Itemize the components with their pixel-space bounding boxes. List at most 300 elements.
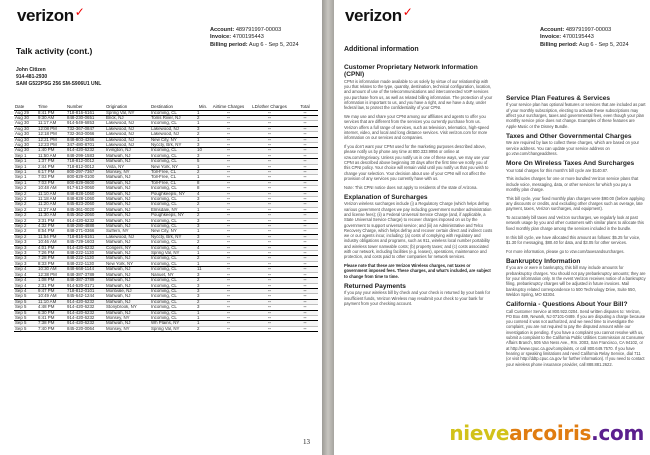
table-cell: 3 (196, 218, 210, 223)
table-cell: 3 (196, 126, 210, 131)
table-cell: Lakewood, NJ (105, 132, 150, 137)
account-number: 489791997-00003 (235, 27, 282, 33)
table-cell: Incoming, CL (150, 261, 196, 266)
table-cell: 914-420-6232 (66, 148, 105, 153)
table-cell: -- (292, 148, 318, 153)
table-cell: 11 (196, 267, 210, 272)
table-cell: -- (247, 310, 292, 315)
table-cell: 914-420-6232 (66, 321, 105, 326)
table-cell: Mahwah, NJ (105, 283, 150, 288)
table-cell: 7:03 PM (37, 180, 66, 185)
table-cell: Sep 4 (14, 283, 37, 288)
table-cell: 914-420-6232 (66, 299, 105, 304)
table-cell: -- (292, 180, 318, 185)
table-cell: 848-387-3789 (66, 272, 105, 277)
table-cell: 3 (196, 234, 210, 239)
section-heading: Returned Payments (344, 283, 406, 291)
table-cell: 1:40 PM (37, 148, 66, 153)
table-cell: 848-222-1130 (66, 261, 105, 266)
table-cell: Sep 2 (14, 207, 37, 212)
table-cell: 12:18 PM (37, 132, 66, 137)
table-cell: 12:38 PM (37, 272, 66, 277)
table-cell: Lakewood, NJ (150, 126, 196, 131)
table-cell: Lakewood, NJ (150, 132, 196, 137)
info-section (506, 133, 646, 156)
table-cell: Incoming, CL (150, 310, 196, 315)
verizon-logo (17, 6, 83, 26)
table-cell: 1 (196, 137, 210, 142)
table-cell: 914-420-6232 (66, 218, 105, 223)
table-cell: Aug 30 (14, 148, 37, 153)
table-cell: -- (210, 202, 247, 207)
table-cell: Mahwah, NJ (105, 310, 150, 315)
table-cell: Toms River, NJ (150, 115, 196, 120)
table-cell: Poughkeeps, NY (150, 213, 196, 218)
table-cell: 8:41 PM (37, 110, 66, 115)
table-cell: 914-420-6232 (66, 315, 105, 320)
table-cell: 4:32 PM (37, 224, 66, 229)
table-cell: 2:31 PM (37, 283, 66, 288)
page-number: 13 (303, 438, 310, 446)
table-cell: Sep 3 (14, 256, 37, 261)
table-cell: 8 (196, 186, 210, 191)
table-cell: Brick, NJ (105, 115, 150, 120)
table-cell: Sep 5 (14, 321, 37, 326)
table-cell: Nanuet, NY (150, 272, 196, 277)
table-cell: -- (292, 326, 318, 331)
section-paragraph: This bill cycle, your fixed monthly plan charges were $90.00 (before applying any discounts or credits, and excluding other charges such as overage, late payment, taxes, Verizon surcharges, and equipment). (506, 195, 645, 212)
table-cell: Lakewood, NJ (105, 142, 150, 147)
table-cell: -- (210, 315, 247, 320)
table-cell: 848-222-1130 (66, 251, 105, 256)
table-cell: -- (210, 267, 247, 272)
section-paragraph: To accurately bill taxes and Verizon surcharges, we regularly look at past network usage by you and other customers with similar plans to allocate this fixed monthly plan charge among the services included in the bundle. (506, 215, 644, 231)
section-paragraph: For more information, please go to vzw.com/taxesandsurcharges. (506, 248, 625, 254)
table-cell: 4 (196, 191, 210, 196)
table-cell: -- (292, 245, 318, 250)
billing-period: Aug 6 - Sep 5, 2024 (578, 41, 629, 48)
table-cell: -- (292, 315, 318, 320)
page-gutter (322, 0, 334, 455)
table-cell: 3 (196, 272, 210, 277)
table-cell: 5 (196, 159, 210, 164)
table-cell: 10:48 AM (37, 186, 66, 191)
section-paragraph: Note: This CPNI notice does not apply to residents of the state of Arizona. (344, 184, 478, 190)
table-cell: 2 (196, 213, 210, 218)
table-cell: Wh Plains, NY (150, 321, 196, 326)
table-cell: Elmsdale, NY (150, 207, 196, 212)
table-cell: Sep 1 (14, 175, 37, 180)
table-cell: 2 (196, 240, 210, 245)
table-cell: Lakewood, NJ (105, 234, 150, 239)
table-cell: Sep 2 (14, 234, 37, 239)
table-cell: 1 (196, 121, 210, 126)
table-cell: Mahwah, NJ (105, 256, 150, 261)
table-cell: -- (210, 218, 247, 223)
check-mark-icon: ✓ (74, 5, 85, 19)
table-cell: Sep 2 (14, 213, 37, 218)
table-cell: 2 (196, 132, 210, 137)
table-cell: 718-812-0012 (66, 164, 105, 169)
table-cell: 2 (196, 326, 210, 331)
section-paragraph: Verizon wireless surcharges include (i) a Regulatory Charge (which helps defray various government charges we pay including government number administration and license fees); (ii) a Federal Universal Service Charge (and, if applicable, a State Universal Service Charge) to recover charges imposed on us by the government to support universal service; and (iii) an Administrative and Telco Recovery Charge, which helps defray and recover certain direct and indirect costs we or our agents incur, including: (a) costs of complying with regulatory and industry obligations and programs, such as 911, wireless local number portability and wireless tower nameable costs; (b) property taxes; and (c) costs associated with our network, including facilities (e.g. leases), operations, maintenance and protection, and costs paid to other companies for network services. (344, 201, 493, 260)
table-cell: -- (247, 153, 292, 158)
table-cell: Sep 5 (14, 326, 37, 331)
table-cell: 845-362-2060 (66, 213, 105, 218)
table-cell: -- (247, 234, 292, 239)
table-cell: 914-420-6232 (66, 245, 105, 250)
customer-name: John Citizen (16, 67, 46, 73)
table-cell: -- (247, 186, 292, 191)
table-cell: 6:41 PM (37, 315, 66, 320)
table-cell: 2 (196, 278, 210, 283)
table-cell: Incoming, CL (150, 224, 196, 229)
table-cell: 718-816-6161 (66, 234, 105, 239)
section-paragraph: In this bill cycle, we have allocated this amount as follows: $5.25 for voice, $1.30 for messaging, $80.40 for data, and $3.05 for other services. (506, 234, 641, 245)
table-cell: 8:33 PM (37, 261, 66, 266)
table-cell: -- (247, 278, 292, 283)
section-paragraph: If you are or were in bankruptcy, this bill may include amounts for prebankruptcy charges. You should not pay prebankruptcy amounts; they are for your information only. In the event Verizon receives notice of a bankruptcy filing, prebankruptcy charges will be adjusted in future invoices. Mail bankruptcy related correspondence to 500 Technology Drive, Suite 550, Weldon Spring, MO 63304. (506, 265, 646, 297)
verizon-logo (345, 6, 411, 26)
table-cell: -- (210, 121, 247, 126)
section-heading: Service Plan Features & Services (506, 95, 611, 102)
table-cell: Suffern, NY (105, 229, 150, 234)
invoice-number: 4700195443 (232, 34, 264, 41)
column-header: Time (37, 104, 66, 110)
table-cell: 914-420-6232 (66, 310, 105, 315)
table-cell: -- (247, 299, 292, 304)
table-cell: 11:50 AM (37, 153, 66, 158)
table-cell: -- (247, 121, 292, 126)
table-cell: -- (247, 305, 292, 310)
table-cell: -- (247, 229, 292, 234)
table-cell: 848-828-1060 (66, 197, 105, 202)
table-cell: -- (292, 305, 318, 310)
table-cell: 347-480-8701 (66, 142, 105, 147)
table-cell: -- (247, 137, 292, 142)
table-cell: New York, NY (150, 164, 196, 169)
table-cell: -- (210, 229, 247, 234)
table-cell: -- (210, 261, 247, 266)
column-header: Origination (105, 104, 150, 110)
table-cell: Incoming, CL (150, 240, 196, 245)
section-heading: Explanation of Surcharges (344, 193, 428, 201)
table-cell: Incoming, CL (150, 299, 196, 304)
table-cell: Sep 1 (14, 169, 37, 174)
table-cell: -- (292, 261, 318, 266)
table-cell: Mahwah, NJ (105, 213, 150, 218)
table-cell: 1 (196, 229, 210, 234)
table-cell: -- (210, 288, 247, 293)
table-cell: 3 (196, 224, 210, 229)
table-cell: -- (210, 164, 247, 169)
table-cell: New York, NY (105, 261, 150, 266)
table-cell: Sep 5 (14, 299, 37, 304)
table-cell: Sep 4 (14, 278, 37, 283)
table-cell: -- (210, 224, 247, 229)
column-header: Number (66, 104, 105, 110)
table-cell: -- (292, 321, 318, 326)
table-cell: -- (292, 283, 318, 288)
table-cell: Mahwah, NJ (105, 218, 150, 223)
table-cell: -- (247, 294, 292, 299)
table-cell: -- (292, 288, 318, 293)
info-section (506, 258, 646, 297)
table-cell: 11:18 AM (37, 197, 66, 202)
table-cell: 848-803-4266 (66, 137, 105, 142)
info-section (506, 95, 646, 129)
table-cell: 845-220-0064 (66, 326, 105, 331)
table-cell: -- (247, 132, 292, 137)
table-cell: 7:03 PM (37, 175, 66, 180)
table-cell: -- (292, 267, 318, 272)
table-cell: Sep 2 (14, 191, 37, 196)
table-cell: 845-361-0020 (66, 207, 105, 212)
table-cell: 7:26 PM (37, 251, 66, 256)
table-cell: 4:01 PM (37, 245, 66, 250)
table-cell: 1:08 PM (37, 278, 66, 283)
info-section (506, 301, 646, 367)
table-cell: Mahwah, NJ (105, 207, 150, 212)
table-cell: Sep 3 (14, 261, 37, 266)
table-cell: Sep 2 (14, 186, 37, 191)
table-cell: -- (292, 278, 318, 283)
table-cell: -- (292, 229, 318, 234)
table-cell: -- (210, 251, 247, 256)
section-paragraph: If you pay your wireless bill by check and your check is returned by your bank for insufficient funds, Verizon Wireless may resubmit your check to your bank for payment from your checking account. (344, 290, 491, 307)
table-cell: -- (292, 218, 318, 223)
info-section (344, 283, 494, 306)
table-cell: 3 (196, 153, 210, 158)
table-cell: -- (247, 326, 292, 331)
table-cell: -- (210, 137, 247, 142)
table-cell: Sep 5 (14, 294, 37, 299)
table-cell: Mahwah, NJ (105, 153, 150, 158)
table-cell: 12:08 PM (37, 126, 66, 131)
table-cell: -- (292, 202, 318, 207)
table-cell: 2 (196, 299, 210, 304)
table-cell: Irvington, NJ (105, 148, 150, 153)
table-cell: -- (292, 153, 318, 158)
table-cell: -- (210, 299, 247, 304)
table-cell: -- (247, 110, 292, 115)
table-cell: Incoming, CL (150, 267, 196, 272)
section-heading: California - Questions About Your Bill? (506, 301, 628, 309)
table-cell: -- (247, 159, 292, 164)
section-paragraph: We are required by law to collect these charges, which are based on your service address. You can update your service address on go.vzw.com/changeaddress. (506, 140, 640, 156)
table-cell: 2:44 PM (37, 164, 66, 169)
section-heading: Customer Proprietary Network Information (CPNI) (344, 64, 478, 79)
table-cell: Sep 3 (14, 245, 37, 250)
table-cell: 8:54 PM (37, 229, 66, 234)
table-cell: 3 (196, 283, 210, 288)
table-cell: -- (210, 213, 247, 218)
table-cell: -- (292, 272, 318, 277)
table-cell: Incoming, CL (150, 186, 196, 191)
table-cell: Toll-Free, CL (150, 180, 196, 185)
table-cell: Incoming, CL (150, 305, 196, 310)
table-cell: -- (247, 148, 292, 153)
table-cell: 7:28 PM (37, 256, 66, 261)
table-cell: -- (292, 251, 318, 256)
table-cell: 10:49 AM (37, 294, 66, 299)
table-cell: -- (210, 207, 247, 212)
table-cell: -- (210, 305, 247, 310)
account-info: Account: 489791997-00003 Invoice: 4700195443 Billing period: Aug 6 - Sep 5, 2024 (210, 27, 299, 48)
table-cell: Monsey, NY (105, 326, 150, 331)
table-cell: Spring Val, NY (105, 110, 150, 115)
table-cell: -- (247, 272, 292, 277)
table-cell: -- (292, 256, 318, 261)
table-cell: 800-829-0100 (66, 175, 105, 180)
table-cell: Aug 29 (14, 110, 37, 115)
table-cell: Mahwah, NJ (105, 299, 150, 304)
table-cell: 732-363-0066 (66, 132, 105, 137)
table-cell: 2 (196, 202, 210, 207)
table-cell: 1 (196, 175, 210, 180)
table-cell: 3 (196, 142, 210, 147)
table-cell: -- (292, 234, 318, 239)
check-mark-icon: ✓ (402, 5, 413, 19)
table-cell: Incoming, CL (150, 283, 196, 288)
table-cell: 1 (196, 110, 210, 115)
section-paragraph: CPNI is information made available to us solely by virtue of our relationship with you that relates to the type, quantity, destination, technical configuration, location, and amount of use of the telecommunications and interconnected VoIP services you purchase from us, as well as related billing information. The protection of your information is important to us, and you have a right, and we have a duty, under federal law, to protect the confidentiality of your CPNI. (344, 78, 493, 111)
table-cell: -- (247, 207, 292, 212)
table-cell: 848-222-1130 (66, 256, 105, 261)
table-cell: -- (292, 137, 318, 142)
table-cell: 718-812-0012 (66, 159, 105, 164)
table-cell: -- (210, 169, 247, 174)
table-cell: -- (210, 294, 247, 299)
billing-period: Aug 6 - Sep 5, 2024 (248, 41, 299, 48)
table-cell: 848-280-4888 (66, 224, 105, 229)
table-cell: 914-549-6853 (66, 121, 105, 126)
table-cell: Mahwah, NJ (105, 224, 150, 229)
table-cell: 6:17 PM (37, 169, 66, 174)
table-cell: New City, NY (150, 137, 196, 142)
table-cell: 718-816-6161 (66, 110, 105, 115)
table-cell: Sep 4 (14, 288, 37, 293)
table-cell: 12:21 PM (37, 137, 66, 142)
table-cell: -- (210, 159, 247, 164)
table-row (14, 326, 318, 331)
table-cell: -- (292, 213, 318, 218)
table-cell: -- (292, 175, 318, 180)
table-cell: -- (247, 115, 292, 120)
table-cell: -- (210, 180, 247, 185)
table-cell: -- (292, 207, 318, 212)
table-cell: -- (247, 191, 292, 196)
table-cell: Mahwah, NJ (105, 180, 150, 185)
table-cell: Aug 30 (14, 121, 37, 126)
table-cell: Mahwah, NJ (105, 251, 150, 256)
table-cell: 7:40 PM (37, 326, 66, 331)
table-cell: -- (292, 121, 318, 126)
table-cell: -- (247, 245, 292, 250)
table-cell: -- (292, 132, 318, 137)
table-cell: Mahwah, NJ (105, 186, 150, 191)
table-cell: -- (210, 148, 247, 153)
table-cell: -- (247, 256, 292, 261)
table-cell: -- (292, 299, 318, 304)
table-cell: Poughkeepsi, NY (150, 191, 196, 196)
account-number: 489791997-00003 (565, 27, 612, 33)
table-cell: 11:17 AM (37, 121, 66, 126)
table-cell: 2 (196, 256, 210, 261)
table-cell: 848-828-1060 (66, 191, 105, 196)
table-cell: 1 (196, 261, 210, 266)
table-cell: 848-271-0366 (66, 229, 105, 234)
table-cell: Mahwah, NJ (105, 321, 150, 326)
column-header: Destination (150, 104, 196, 110)
table-cell: -- (292, 115, 318, 120)
table-cell: 800-829-0600 (66, 180, 105, 185)
table-cell: 11:20 AM (37, 202, 66, 207)
table-cell: Aug 30 (14, 115, 37, 120)
table-cell: -- (292, 142, 318, 147)
table-cell: Incoming, CL (150, 148, 196, 153)
table-cell: 4 (196, 245, 210, 250)
info-column-right (506, 91, 646, 370)
table-cell: -- (247, 218, 292, 223)
section-heading: Taxes and Other Governmental Charges (506, 132, 632, 140)
table-cell: Sep 3 (14, 240, 37, 245)
table-cell: -- (247, 180, 292, 185)
table-cell: Sep 5 (14, 310, 37, 315)
table-cell: -- (247, 197, 292, 202)
table-cell: 3 (196, 288, 210, 293)
table-cell: Sep 1 (14, 164, 37, 169)
table-cell: -- (210, 240, 247, 245)
table-cell: -- (247, 213, 292, 218)
table-cell: -- (210, 310, 247, 315)
table-cell: -- (292, 294, 318, 299)
table-cell: Incoming, CL (150, 245, 196, 250)
table-cell: -- (247, 175, 292, 180)
table-cell: Mahwah, NJ (105, 294, 150, 299)
table-cell: Lakewood, NJ (105, 137, 150, 142)
table-cell: 11:54 PM (37, 234, 66, 239)
table-cell: Sep 2 (14, 218, 37, 223)
column-header: Date (14, 104, 37, 110)
table-cell: Mahwah, NJ (105, 272, 150, 277)
table-cell: Incoming, CL (150, 256, 196, 261)
table-cell: Incoming, CL (150, 110, 196, 115)
table-cell: -- (210, 245, 247, 250)
table-cell: Sep 3 (14, 251, 37, 256)
table-cell: Monsey, NY (105, 169, 150, 174)
table-cell: 848-668-1144 (66, 267, 105, 272)
table-cell: 845-642-1244 (66, 294, 105, 299)
table-cell: 1 (196, 310, 210, 315)
table-cell: -- (247, 126, 292, 131)
table-cell: 11:30 AM (37, 213, 66, 218)
section-paragraph: Call Customer Service at 800.922.0204. Send written disputes to: Verizon, PO Box 489, Newark, NJ 07101-0489. If you are disputing a charge because you contend it was not authorized, and we need time to investigate the complaint, you are not required to pay the disputed amount while our investigation is pending. If you have a complaint you cannot resolve with us, submit a complaint to the California Public Utilities Commission at Consumer Affairs Branch, 505 Van Ness Ave., Rm. 2003, San Francisco, CA 94102, or at http://www.cpuc.ca.gov/complaints, or call 800.649.7570. If you have hearing or speaking limitations and need California Relay Service, dial 711 (or visit http://ddtp.cpuc.ca.gov for further information). If you need to contact your wireless phone insurance provider, call 888.881.2622. (506, 308, 646, 367)
table-cell: -- (292, 197, 318, 202)
table-cell: Incoming, CL (150, 315, 196, 320)
table-cell: 1:37 PM (37, 159, 66, 164)
table-cell: Lakewood, NJ (105, 121, 150, 126)
table-cell: Mahwah, NJ (105, 202, 150, 207)
table-cell: 9:47 PM (37, 288, 66, 293)
table-cell: Nyccty, Brk, NY (150, 142, 196, 147)
table-cell: Lakewood, NJ (105, 126, 150, 131)
table-cell: Incoming, CL (150, 202, 196, 207)
table-cell: -- (247, 283, 292, 288)
table-cell: Sep 4 (14, 267, 37, 272)
section-heading: More On Wireless Taxes And Surcharges (506, 160, 635, 168)
table-cell: 3 (196, 305, 210, 310)
